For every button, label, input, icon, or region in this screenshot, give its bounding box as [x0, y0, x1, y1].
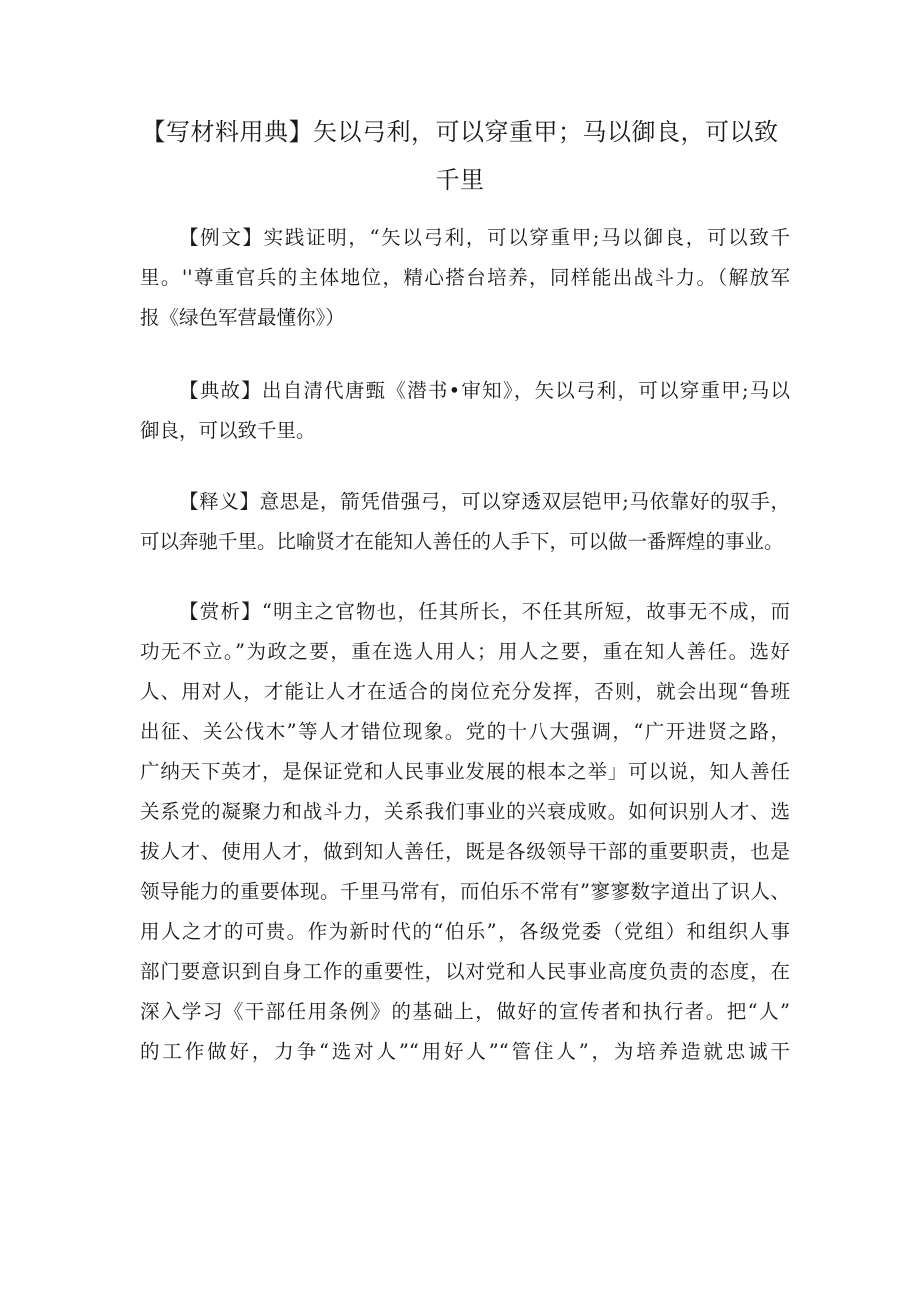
appreciation-line-5: 广纳天下英才，是保证党和人民事业发展的根本之举」可以说，知人善任 — [140, 760, 790, 783]
appreciation-line-10: 部门要意识到自身工作的重要性，以对党和人民事业高度负责的态度，在 — [140, 960, 790, 983]
example-line-1: 【例文】实践证明，“矢以弓利，可以穿重甲;马以御良，可以致千 — [179, 226, 790, 249]
appreciation-line-3: 人、用对人，才能让人才在适合的岗位充分发挥，否则，就会出现“鲁班 — [140, 680, 790, 703]
document-title — [130, 108, 790, 204]
example-line-3: 报《绿色军营最懂你》） — [140, 306, 345, 329]
example-paragraph — [140, 218, 790, 338]
allusion-line-1: 【典故】出自清代唐甄《潜书•审知》，矢以弓利，可以穿重甲;马以 — [179, 379, 790, 402]
appreciation-line-9: 用人之才的可贵。作为新时代的“伯乐”，各级党委（党组）和组织人事 — [140, 920, 790, 943]
appreciation-paragraph — [140, 592, 790, 1072]
meaning-paragraph — [140, 482, 790, 562]
allusion-paragraph — [140, 371, 790, 451]
appreciation-line-6: 关系党的凝聚力和战斗力，关系我们事业的兴衰成败。如何识别人才、选 — [140, 800, 790, 823]
example-line-2: 里。''尊重官兵的主体地位，精心搭台培养，同样能出战斗力。（解放军 — [140, 266, 790, 289]
title-line-2: 千里 — [435, 166, 485, 194]
appreciation-line-7: 拔人才、使用人才，做到知人善任，既是各级领导干部的重要职责，也是 — [140, 840, 790, 863]
appreciation-line-4: 出征、关公伐木”等人才错位现象。党的十八大强调，“广开进贤之路， — [140, 720, 790, 743]
meaning-line-2: 可以奔驰千里。比喻贤才在能知人善任的人手下，可以做一番辉煌的事业。 — [140, 530, 784, 553]
allusion-line-2: 御良，可以致千里。 — [140, 419, 316, 442]
appreciation-line-2: 功无不立。”为政之要，重在选人用人；用人之要，重在知人善任。选好 — [140, 640, 790, 663]
appreciation-line-11: 深入学习《干部任用条例》的基础上，做好的宣传者和执行者。把“人” — [140, 1000, 790, 1023]
appreciation-line-1: 【赏析】“明主之官物也，任其所长，不任其所短，故事无不成，而 — [179, 600, 790, 623]
appreciation-line-12: 的工作做好，力争“选对人”“用好人”“管住人”，为培养造就忠诚干 — [140, 1040, 790, 1063]
appreciation-line-8: 领导能力的重要体现。千里马常有，而伯乐不常有”寥寥数字道出了识人、 — [140, 880, 790, 903]
meaning-line-1: 【释义】意思是，箭凭借强弓，可以穿透双层铠甲;马依靠好的驭手， — [179, 490, 790, 513]
title-line-1: 【写材料用典】矢以弓利，可以穿重甲；马以御良，可以致 — [141, 118, 779, 146]
